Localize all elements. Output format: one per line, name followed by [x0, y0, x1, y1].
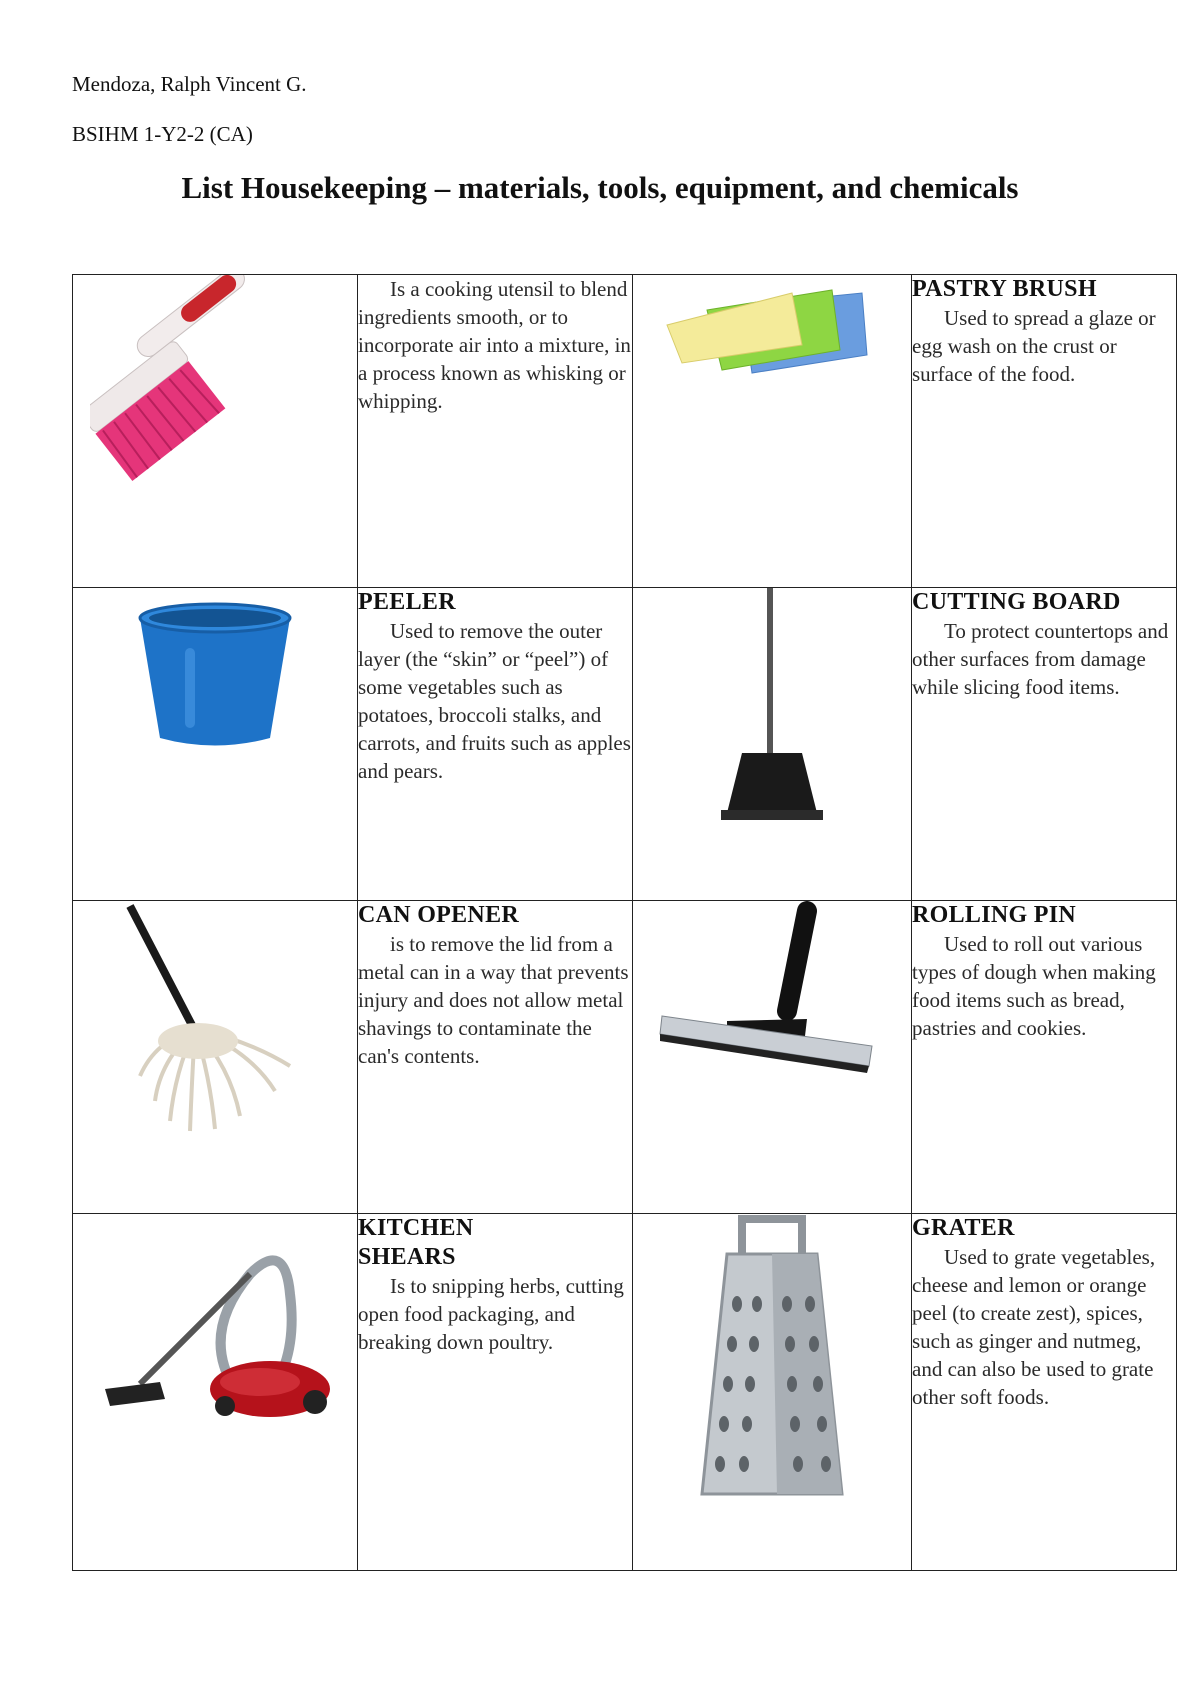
item-description: Used to spread a glaze or egg wash on the crust or surface of the food.	[912, 306, 1156, 386]
bucket-icon	[130, 588, 300, 758]
item-description: is to remove the lid from a metal can in a way that prevents injury and does not allow metal shavings to contaminate the can's contents.	[358, 932, 629, 1068]
description-cell	[912, 1214, 1177, 1571]
item-description: To protect countertops and other surfaces from damage while slicing food items.	[912, 619, 1169, 699]
description-cell	[912, 901, 1177, 1214]
description-cell	[358, 901, 633, 1214]
table-row	[73, 588, 1177, 901]
item-heading: GRATER	[912, 1215, 1015, 1241]
student-name: Mendoza, Ralph Vincent G.	[72, 72, 307, 96]
item-description: Is a cooking utensil to blend ingredients smooth, or to incorporate air into a mixture, in a process known as whisking or whipping.	[358, 277, 631, 413]
item-heading: KITCHEN SHEARS	[358, 1215, 474, 1270]
image-cell	[73, 1214, 358, 1571]
description-cell	[912, 275, 1177, 588]
item-heading: PEELER	[358, 589, 456, 615]
description-cell	[358, 588, 633, 901]
dustpan-icon	[707, 588, 837, 828]
table-row	[73, 275, 1177, 588]
item-description: Used to remove the outer layer (the “skin” or “peel”) of some vegetables such as potatoes, broccoli stalks, and carrots, and fruits such as apples and pears.	[358, 619, 631, 783]
course-section: BSIHM 1-Y2-2 (CA)	[72, 122, 253, 146]
image-cell	[73, 901, 358, 1214]
item-description: Used to grate vegetables, cheese and lemon or orange peel (to create zest), spices, such as ginger and nutmeg, and can also be used to grate other soft foods.	[912, 1245, 1156, 1409]
image-cell	[633, 1214, 912, 1571]
item-description: Is to snipping herbs, cutting open food packaging, and breaking down poultry.	[358, 1274, 624, 1354]
squeegee-icon	[657, 901, 887, 1091]
image-cell	[633, 901, 912, 1214]
image-cell	[633, 588, 912, 901]
item-heading: PASTRY BRUSH	[912, 276, 1097, 302]
items-table	[72, 274, 1177, 1571]
item-heading: CUTTING BOARD	[912, 589, 1121, 615]
microfiber-cloths-icon	[662, 275, 882, 395]
item-description: Used to roll out various types of dough when making food items such as bread, pastries and cookies.	[912, 932, 1156, 1040]
table-row	[73, 1214, 1177, 1571]
description-cell	[912, 588, 1177, 901]
item-heading: ROLLING PIN	[912, 902, 1076, 928]
vacuum-cleaner-icon	[100, 1214, 330, 1434]
hand-brush-icon	[90, 275, 340, 525]
page-title: List Housekeeping – materials, tools, equipment, and chemicals	[181, 170, 1019, 205]
image-cell	[633, 275, 912, 588]
box-grater-icon	[692, 1214, 852, 1504]
description-cell	[358, 1214, 633, 1571]
table-row	[73, 901, 1177, 1214]
image-cell	[73, 275, 358, 588]
image-cell	[73, 588, 358, 901]
item-heading: CAN OPENER	[358, 902, 520, 928]
mop-icon	[100, 901, 330, 1141]
description-cell	[358, 275, 633, 588]
